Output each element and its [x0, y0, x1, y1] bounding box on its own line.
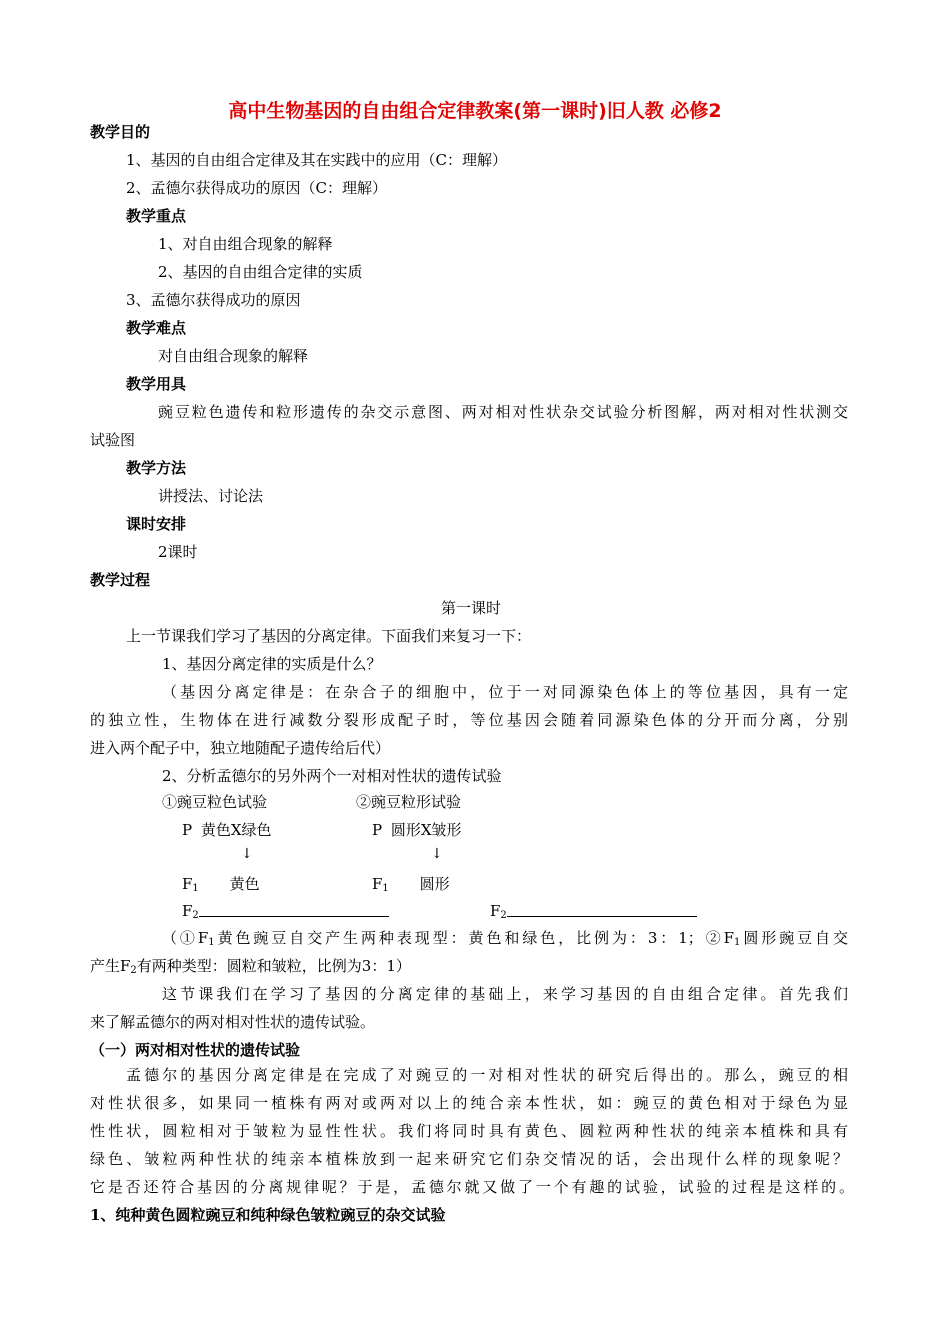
down-arrow-icon: ↓	[241, 846, 253, 862]
f2-blank	[507, 902, 697, 917]
objectives-heading: 教学目的	[90, 123, 151, 141]
f1-subscript: 1	[382, 883, 389, 894]
experiment-2-parents: P 圆形X皱形	[372, 821, 462, 839]
methods-heading: 教学方法	[126, 459, 187, 477]
tools-text-line1: 豌豆粒色遗传和粒形遗传的杂交示意图、两对相对性状杂交试验分析图解，两对相对性状测交	[158, 403, 848, 421]
note-subscript: 2	[130, 965, 137, 976]
section-heading: （一）两对相对性状的遗传试验	[90, 1041, 301, 1059]
f2-label: F	[182, 902, 193, 920]
tools-heading: 教学用具	[126, 375, 187, 393]
f1-value: 黄色	[229, 875, 260, 893]
lesson-label: 第一课时	[441, 599, 502, 617]
review-answer-line3: 进入两个配子中，独立地随配子遗传给后代）	[90, 739, 391, 757]
key-point-item: 1、对自由组合现象的解释	[158, 235, 333, 253]
f1-label: F	[372, 875, 383, 893]
review-answer-line1: （基因分离定律是：在杂合子的细胞中，位于一对同源染色体上的等位基因，具有一定	[162, 683, 848, 701]
note-text: 产生F	[90, 957, 131, 975]
section-paragraph-line: 绿色、皱粒两种性状的纯亲本植株放到一起来研究它们杂交情况的话，会出现什么样的现象呢？	[90, 1150, 848, 1168]
experiment-1-f2	[182, 901, 389, 921]
transition-line2: 来了解孟德尔的两对相对性状的遗传试验。	[90, 1013, 376, 1031]
section-paragraph-line: 对性状很多，如果同一植株有两对或两对以上的纯合亲本性状，如：豌豆的黄色相对于绿色为显	[90, 1094, 848, 1112]
section-paragraph-line: 孟德尔的基因分离定律是在完成了对豌豆的一对相对性状的研究后得出的。那么，豌豆的相	[126, 1066, 848, 1084]
note-text: 有两种类型：圆粒和皱粒，比例为3：1）	[136, 957, 411, 975]
note-subscript: 1	[208, 937, 215, 948]
process-heading: 教学过程	[90, 571, 151, 589]
f1-subscript: 1	[192, 883, 199, 894]
review-intro: 上一节课我们学习了基因的分离定律。下面我们来复习一下：	[126, 627, 532, 645]
review-question-2: 2、分析孟德尔的另外两个一对相对性状的遗传试验	[162, 767, 502, 785]
experiment-1-label: ①豌豆粒色试验	[162, 793, 268, 811]
schedule-heading: 课时安排	[126, 515, 187, 533]
section-paragraph-line: 性性状，圆粒相对于皱粒为显性性状。我们将同时具有黄色、圆粒两种性状的纯亲本植株和具有	[90, 1122, 848, 1140]
objective-item: 2、孟德尔获得成功的原因（C：理解）	[126, 179, 388, 197]
review-answer-line2: 的独立性，生物体在进行减数分裂形成配子时，等位基因会随着同源染色体的分开而分离，分别	[90, 711, 848, 729]
f2-blank	[199, 902, 389, 917]
f1-value: 圆形	[419, 875, 450, 893]
note-subscript: 1	[734, 937, 741, 948]
key-points-heading: 教学重点	[126, 207, 187, 225]
experiment-1-f1	[182, 874, 260, 894]
subsection-heading: 1、纯种黄色圆粒豌豆和纯种绿色皱粒豌豆的杂交试验	[90, 1206, 446, 1224]
objective-item: 1、基因的自由组合定律及其在实践中的应用（C：理解）	[126, 151, 508, 169]
schedule-text: 2课时	[158, 543, 198, 561]
f2-label: F	[490, 902, 501, 920]
difficulties-heading: 教学难点	[126, 319, 187, 337]
down-arrow-icon: ↓	[431, 846, 443, 862]
document-title: 高中生物基因的自由组合定律教案(第一课时)旧人教 必修2	[228, 100, 722, 122]
transition-line1: 这节课我们在学习了基因的分离定律的基础上，来学习基因的自由组合定律。首先我们	[162, 985, 848, 1003]
note-text: （①F	[162, 929, 209, 947]
note-text: 圆形豌豆自交	[740, 929, 848, 947]
experiment-2-label: ②豌豆粒形试验	[356, 793, 462, 811]
experiment-2-f2	[490, 901, 697, 921]
f2-subscript: 2	[500, 910, 507, 921]
key-point-item: 2、基因的自由组合定律的实质	[158, 263, 363, 281]
difficulties-text: 对自由组合现象的解释	[158, 347, 309, 365]
experiment-1-parents: P 黄色X绿色	[182, 821, 272, 839]
note-text: 黄色豌豆自交产生两种表现型：黄色和绿色，比例为：3：1；②F	[214, 929, 735, 947]
section-paragraph-line: 它是否还符合基因的分离规律呢？于是，孟德尔就又做了一个有趣的试验，试验的过程是这样的。	[90, 1178, 854, 1196]
experiment-note-line2	[90, 956, 411, 976]
tools-text-line2: 试验图	[90, 431, 136, 449]
methods-text: 讲授法、讨论法	[158, 487, 264, 505]
f2-subscript: 2	[192, 910, 199, 921]
experiment-note-line1	[162, 928, 848, 948]
key-point-item: 3、孟德尔获得成功的原因	[126, 291, 301, 309]
experiment-2-f1	[372, 874, 450, 894]
f1-label: F	[182, 875, 193, 893]
review-question-1: 1、基因分离定律的实质是什么？	[162, 655, 382, 673]
